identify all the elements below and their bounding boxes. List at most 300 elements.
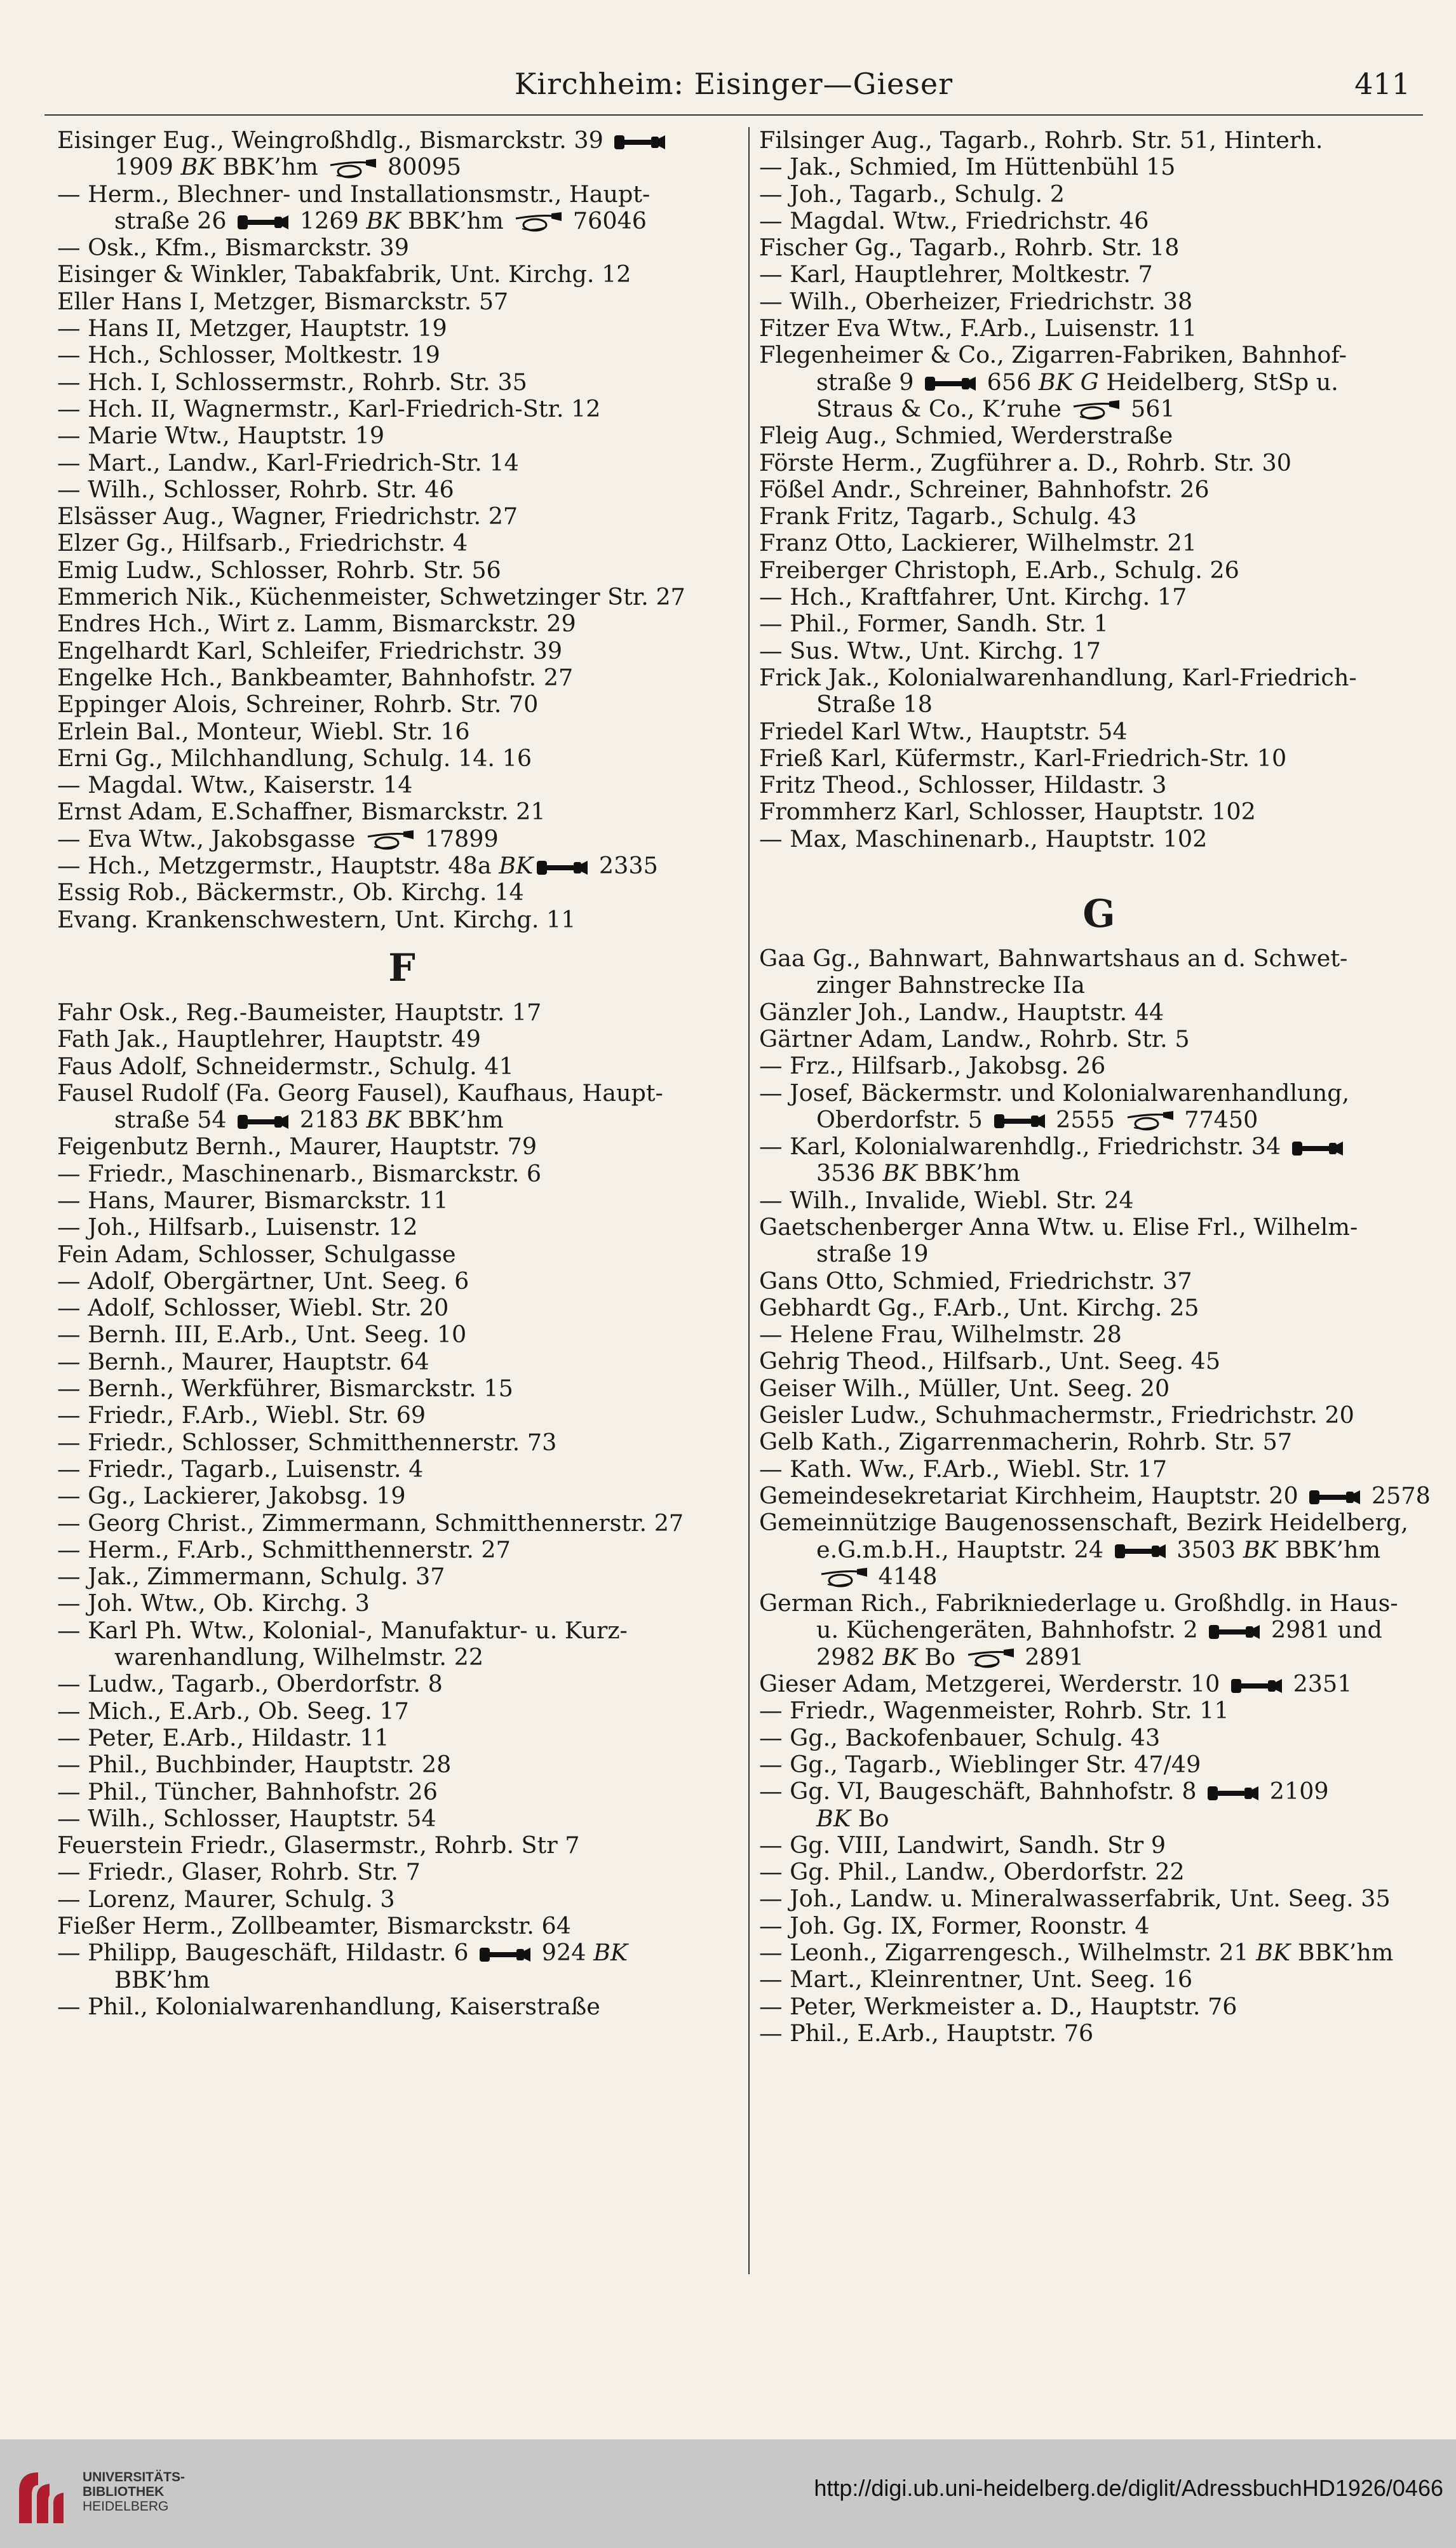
left-column (57, 127, 746, 2020)
directory-entry (759, 1402, 1439, 1429)
post-horn-icon (1071, 400, 1121, 421)
entry-line (57, 1913, 746, 1939)
entry-text: Friedel Karl Wtw., Hauptstr. 54 (759, 717, 1128, 745)
directory-entry (57, 530, 746, 556)
entry-text: Fritz Theod., Schlosser, Hildastr. 3 (759, 771, 1167, 799)
entry-line (57, 288, 746, 315)
directory-entry (57, 1590, 746, 1617)
entry-line (57, 1241, 746, 1268)
entry-line (759, 1993, 1439, 2020)
directory-entry (57, 476, 746, 503)
directory-entry (57, 1805, 746, 1832)
directory-entry (57, 1859, 746, 1885)
entry-line (759, 181, 1439, 208)
entry-line (759, 799, 1439, 825)
entry-line (759, 127, 1439, 154)
entry-text: Endres Hch., Wirt z. Lamm, Bismarckstr. 29 (57, 610, 576, 638)
entry-line (57, 1321, 746, 1348)
entry-text: Fleig Aug., Schmied, Werderstraße (759, 422, 1173, 450)
entry-text: — Hans II, Metzger, Hauptstr. 19 (57, 314, 447, 342)
italic-abbrev: BK (366, 1106, 401, 1134)
page-number: 411 (1354, 67, 1410, 101)
entry-text: Engelhardt Karl, Schleifer, Friedrichstr. 39 (57, 637, 563, 664)
entry-text: 3503 (1169, 1535, 1243, 1563)
entry-line (759, 1590, 1439, 1617)
entry-text: — Josef, Bäckermstr. und Kolonialwarenhandlung, (759, 1079, 1350, 1107)
italic-abbrev: BK (882, 1159, 917, 1187)
directory-entry (57, 1537, 746, 1563)
telephone-icon (536, 858, 589, 877)
directory-entry (759, 1080, 1439, 1134)
entry-text: — Hch., Metzgermstr., Hauptstr. 48a (57, 852, 499, 880)
entry-line (759, 1725, 1439, 1751)
directory-entry (759, 1509, 1439, 1590)
directory-entry (57, 234, 746, 261)
entry-line (759, 1295, 1439, 1321)
entry-text: Gaa Gg., Bahnwart, Bahnwartshaus an d. Schwet- (759, 945, 1348, 973)
entry-line (57, 1429, 746, 1456)
entry-continuation-line (57, 1107, 746, 1133)
entry-line (57, 422, 746, 449)
directory-entry (759, 1187, 1439, 1214)
entry-line (759, 503, 1439, 530)
telephone-icon (1208, 1622, 1261, 1641)
entry-line (57, 1026, 746, 1053)
directory-entry (759, 772, 1439, 799)
entry-text: — Joh., Landw. u. Mineralwasserfabrik, Unt. Seeg. 35 (759, 1885, 1391, 1913)
entry-text: BBK’hm (400, 1106, 504, 1134)
entry-text: — Karl, Hauptlehrer, Moltkestr. 7 (759, 260, 1153, 288)
directory-entry (57, 664, 746, 691)
entry-line (759, 1885, 1439, 1912)
entry-text: Straße 18 (816, 691, 933, 718)
entry-text: warenhandlung, Wilhelmstr. 22 (114, 1643, 484, 1671)
entry-text: — Leonh., Zigarrengesch., Wilhelmstr. 21 (759, 1939, 1257, 1966)
entry-line (759, 638, 1439, 664)
entry-continuation-line (759, 972, 1439, 999)
directory-entry (57, 261, 746, 288)
entry-text: Geiser Wilh., Müller, Unt. Seeg. 20 (759, 1374, 1170, 1402)
italic-abbrev: BK G (1038, 368, 1099, 396)
entry-text: Förste Herm., Zugführer a. D., Rohrb. Str. 30 (759, 448, 1291, 476)
entry-line (57, 718, 746, 745)
entry-text: Oberdorfstr. 5 (816, 1105, 990, 1133)
directory-entry (57, 1295, 746, 1321)
entry-text: — Joh., Tagarb., Schulg. 2 (759, 180, 1065, 208)
entry-line (759, 1697, 1439, 1724)
entry-text: — Magdal. Wtw., Friedrichstr. 46 (759, 206, 1149, 234)
entry-continuation-line (759, 369, 1439, 396)
directory-entry (57, 1187, 746, 1214)
entry-text: 2351 (1285, 1670, 1352, 1698)
entry-line (759, 1026, 1439, 1053)
entry-line (759, 826, 1439, 853)
directory-entry (759, 1939, 1439, 1966)
entry-line (759, 1778, 1439, 1805)
entry-text: — Osk., Kfm., Bismarckstr. 39 (57, 234, 409, 262)
entry-line (759, 584, 1439, 610)
entry-text: — Gg. VI, Baugeschäft, Bahnhofstr. 8 (759, 1777, 1204, 1805)
entry-line (759, 1751, 1439, 1778)
entry-line (57, 799, 746, 825)
entry-text: — Jak., Schmied, Im Hüttenbühl 15 (759, 153, 1176, 181)
entry-text: — Phil., Buchbinder, Hauptstr. 28 (57, 1751, 452, 1779)
directory-entry (57, 422, 746, 449)
directory-entry (759, 799, 1439, 825)
entry-line (759, 342, 1439, 368)
entry-text: Straus & Co., K’ruhe (816, 394, 1069, 422)
directory-entry (759, 2020, 1439, 2047)
entry-text: Fein Adam, Schlosser, Schulgasse (57, 1240, 456, 1268)
entry-line (57, 826, 746, 853)
directory-entry (57, 1913, 746, 1939)
entry-text: BBK’hm (114, 1965, 210, 1993)
entry-line (759, 1133, 1439, 1160)
directory-entry (57, 1214, 746, 1241)
entry-text: Fitzer Eva Wtw., F.Arb., Luisenstr. 11 (759, 314, 1197, 342)
entry-line (759, 1483, 1439, 1509)
entry-line (759, 450, 1439, 476)
entry-line (57, 1886, 746, 1913)
directory-entry (57, 799, 746, 825)
entry-text: — Gg. VIII, Landwirt, Sandh. Str 9 (759, 1831, 1166, 1859)
entry-text: — Karl Ph. Wtw., Kolonial-, Manufaktur- u. Kurz- (57, 1616, 628, 1644)
entry-text: Feigenbutz Bernh., Maurer, Hauptstr. 79 (57, 1133, 537, 1161)
entry-text: Frieß Karl, Küfermstr., Karl-Friedrich-Str. 10 (759, 744, 1287, 772)
post-horn-icon (513, 212, 563, 233)
directory-entry (759, 1966, 1439, 1993)
directory-entry (57, 691, 746, 718)
post-horn-icon (365, 830, 415, 851)
entry-text: Gemeinnützige Baugenossenschaft, Bezirk Heidelberg, (759, 1509, 1408, 1537)
directory-entry (759, 1348, 1439, 1375)
entry-line (759, 772, 1439, 799)
entry-text: — Eva Wtw., Jakobsgasse (57, 825, 363, 853)
entry-line (57, 1617, 746, 1644)
running-title: Kirchheim: Eisinger—Gieser (514, 67, 954, 101)
entry-line (759, 2020, 1439, 2047)
entry-text: Elsässer Aug., Wagner, Friedrichstr. 27 (57, 502, 518, 530)
entry-text: Gieser Adam, Metzgerei, Werderstr. 10 (759, 1670, 1227, 1698)
entry-text: 1909 (114, 153, 181, 181)
directory-entry (759, 261, 1439, 288)
directory-entry (57, 1080, 746, 1134)
entry-text: Fausel Rudolf (Fa. Georg Fausel), Kaufhaus, Haupt- (57, 1079, 663, 1107)
directory-entry (759, 1295, 1439, 1321)
italic-abbrev: BK (499, 852, 534, 880)
entry-text: Bo (851, 1804, 889, 1832)
entry-text: — Friedr., F.Arb., Wiebl. Str. 69 (57, 1401, 426, 1429)
entry-line (759, 1939, 1439, 1966)
directory-entry (759, 181, 1439, 208)
post-horn-icon (328, 159, 377, 179)
telephone-icon (924, 374, 977, 393)
entry-text: — Jak., Zimmermann, Schulg. 37 (57, 1563, 445, 1591)
entry-text: — Joh., Hilfsarb., Luisenstr. 12 (57, 1213, 418, 1241)
header-rule (44, 114, 1423, 116)
telephone-icon (1308, 1488, 1361, 1507)
page-header (44, 60, 1423, 111)
directory-entry (57, 369, 746, 396)
directory-entry (57, 1886, 746, 1913)
directory-entry (57, 1563, 746, 1590)
entry-text: 4148 (871, 1562, 938, 1590)
entry-line (759, 208, 1439, 234)
entry-text: — Kath. Ww., F.Arb., Wiebl. Str. 17 (759, 1455, 1168, 1483)
entry-text: — Joh. Wtw., Ob. Kirchg. 3 (57, 1589, 370, 1617)
entry-text: — Sus. Wtw., Unt. Kirchg. 17 (759, 637, 1101, 664)
directory-entry (57, 584, 746, 610)
directory-entry (759, 1697, 1439, 1724)
directory-entry (759, 127, 1439, 154)
entry-text: — Mart., Landw., Karl-Friedrich-Str. 14 (57, 448, 519, 476)
source-url[interactable]: http://digi.ub.uni-heidelberg.de/diglit/AdressbuchHD1926/0466 (814, 2475, 1443, 2501)
entry-text: 2183 (292, 1106, 367, 1134)
telephone-icon (236, 1112, 290, 1131)
entry-line (57, 1832, 746, 1859)
directory-entry (57, 1402, 746, 1429)
entry-line (759, 1268, 1439, 1295)
directory-entry (57, 1241, 746, 1268)
entry-line (57, 1510, 746, 1537)
entry-line (759, 1321, 1439, 1348)
entry-text: — Friedr., Tagarb., Luisenstr. 4 (57, 1455, 424, 1483)
post-horn-icon (1125, 1111, 1175, 1131)
entry-text: Gelb Kath., Zigarrenmacherin, Rohrb. Str. 57 (759, 1428, 1293, 1456)
directory-entry (759, 1913, 1439, 1939)
entry-line (759, 530, 1439, 556)
entry-text: Fahr Osk., Reg.-Baumeister, Hauptstr. 17 (57, 998, 542, 1026)
entry-line (759, 745, 1439, 772)
directory-entry (57, 772, 746, 799)
directory-entry (759, 1590, 1439, 1671)
directory-entry (759, 557, 1439, 584)
directory-entry (759, 1053, 1439, 1079)
entry-line (57, 476, 746, 503)
entry-text: Ernst Adam, E.Schaffner, Bismarckstr. 21 (57, 798, 546, 826)
entry-line (57, 1537, 746, 1563)
entry-line (57, 1751, 746, 1778)
telephone-icon (613, 133, 666, 152)
entry-text: — Lorenz, Maurer, Schulg. 3 (57, 1885, 395, 1913)
directory-entry (57, 450, 746, 476)
entry-text: — Gg., Tagarb., Wieblinger Str. 47/49 (759, 1750, 1201, 1778)
directory-entry (57, 1026, 746, 1053)
entry-text: 924 (534, 1939, 594, 1967)
directory-entry (759, 1885, 1439, 1912)
telephone-icon (236, 213, 290, 232)
entry-line (759, 1053, 1439, 1079)
entry-continuation-line (759, 396, 1439, 422)
directory-entry (57, 1751, 746, 1778)
entry-text: Engelke Hch., Bankbeamter, Bahnhofstr. 27 (57, 663, 574, 691)
entry-text: — Peter, E.Arb., Hildastr. 11 (57, 1723, 389, 1751)
entry-line (57, 1161, 746, 1187)
entry-text: Franz Otto, Lackierer, Wilhelmstr. 21 (759, 529, 1197, 557)
entry-line (57, 315, 746, 342)
directory-entry (57, 1698, 746, 1725)
directory-entry (57, 342, 746, 368)
directory-entry (57, 826, 746, 853)
directory-entry (57, 396, 746, 422)
entry-text: Erlein Bal., Monteur, Wiebl. Str. 16 (57, 717, 470, 745)
directory-entry (759, 1268, 1439, 1295)
entry-text: — Wilh., Schlosser, Rohrb. Str. 46 (57, 475, 454, 503)
directory-entry (759, 1859, 1439, 1885)
entry-text: 2555 (1048, 1105, 1122, 1133)
directory-entry (759, 1778, 1439, 1832)
entry-line (57, 1939, 746, 1966)
entry-text: — Phil., Tüncher, Bahnhofstr. 26 (57, 1777, 438, 1805)
entry-line (57, 1053, 746, 1080)
entry-continuation-line (57, 1967, 746, 1993)
entry-continuation-line (759, 1644, 1439, 1671)
entry-text: BBK’hm (1277, 1535, 1381, 1563)
entry-line (57, 181, 746, 208)
entry-text: — Philipp, Baugeschäft, Hildastr. 6 (57, 1939, 476, 1967)
entry-text: — Marie Wtw., Hauptstr. 19 (57, 422, 385, 450)
directory-entry (759, 234, 1439, 261)
entry-text: — Mich., E.Arb., Ob. Seeg. 17 (57, 1697, 409, 1725)
entry-line (57, 234, 746, 261)
entry-text: German Rich., Fabrikniederlage u. Großhdlg. in Haus- (759, 1589, 1398, 1617)
directory-entry (57, 557, 746, 584)
telephone-icon (478, 1945, 532, 1964)
entry-text: 80095 (380, 153, 462, 181)
entry-line (57, 691, 746, 718)
entry-line (57, 610, 746, 637)
directory-entry (759, 1375, 1439, 1402)
entry-text: — Helene Frau, Wilhelmstr. 28 (759, 1321, 1122, 1349)
entry-text: BBK’hm (917, 1159, 1020, 1187)
entry-text: 2982 (816, 1643, 883, 1671)
entry-text: — Hch., Kraftfahrer, Unt. Kirchg. 17 (759, 583, 1187, 611)
directory-entry (759, 945, 1439, 999)
directory-entry (759, 1456, 1439, 1483)
entry-text: — Gg. Phil., Landw., Oberdorfstr. 22 (759, 1858, 1185, 1886)
entry-text: straße 54 (114, 1106, 234, 1134)
entry-continuation-line (759, 1107, 1439, 1133)
entry-line (57, 557, 746, 584)
entry-text: — Phil., Kolonialwarenhandlung, Kaiserstraße (57, 1992, 600, 2020)
directory-entry (57, 181, 746, 235)
entry-line (57, 1187, 746, 1214)
directory-entry (759, 584, 1439, 610)
entry-line (57, 342, 746, 368)
entry-line (759, 1080, 1439, 1107)
entry-text: 3536 (816, 1159, 883, 1187)
directory-entry (759, 1671, 1439, 1697)
entry-text: Evang. Krankenschwestern, Unt. Kirchg. 11 (57, 905, 576, 933)
entry-text: Gänzler Joh., Landw., Hauptstr. 44 (759, 998, 1164, 1026)
directory-entry (759, 1026, 1439, 1053)
entry-text: straße 26 (114, 206, 234, 234)
section-letter: F (388, 945, 415, 990)
directory-entry (759, 1993, 1439, 2020)
directory-entry (759, 288, 1439, 315)
entry-text: 561 (1123, 394, 1175, 422)
entry-line (57, 1268, 746, 1295)
footer-bar (0, 2439, 1456, 2548)
entry-text: e.G.m.b.H., Hauptstr. 24 (816, 1535, 1111, 1563)
entry-line (759, 154, 1439, 180)
directory-entry (759, 745, 1439, 772)
entry-text: zinger Bahnstrecke IIa (816, 971, 1085, 999)
entry-continuation-line (57, 154, 746, 180)
directory-entry (57, 610, 746, 637)
entry-line (57, 1456, 746, 1483)
entry-text: — Peter, Werkmeister a. D., Hauptstr. 76 (759, 1992, 1237, 2020)
entry-text: — Bernh., Werkführer, Bismarckstr. 15 (57, 1375, 513, 1403)
entry-text: — Phil., E.Arb., Hauptstr. 76 (759, 2019, 1094, 2047)
entry-text: Erni Gg., Milchhandlung, Schulg. 14. 16 (57, 744, 532, 772)
entry-text: Eller Hans I, Metzger, Bismarckstr. 57 (57, 287, 509, 315)
entry-line (759, 664, 1439, 691)
entry-line (57, 1698, 746, 1725)
entry-line (57, 369, 746, 396)
entry-line (57, 772, 746, 799)
entry-line (759, 999, 1439, 1026)
entry-text: — Magdal. Wtw., Kaiserstr. 14 (57, 771, 413, 799)
entry-text: BBK’hm (215, 153, 326, 181)
entry-text: Gaetschenberger Anna Wtw. u. Elise Frl., Wilhelm- (759, 1213, 1358, 1241)
entry-line (759, 610, 1439, 637)
entry-line (759, 557, 1439, 584)
entry-text: 2109 (1262, 1777, 1329, 1805)
entry-line (57, 1080, 746, 1107)
directory-entry (57, 1483, 746, 1509)
directory-entry (57, 1939, 746, 1993)
entry-line (57, 1590, 746, 1617)
directory-entry (57, 1617, 746, 1671)
entry-text: — Frz., Hilfsarb., Jakobsg. 26 (759, 1052, 1106, 1080)
entry-text: Essig Rob., Bäckermstr., Ob. Kirchg. 14 (57, 879, 524, 907)
section-letter: G (1082, 892, 1116, 937)
entry-text: Frommherz Karl, Schlosser, Hauptstr. 102 (759, 798, 1256, 826)
entry-text: — Max, Maschinenarb., Hauptstr. 102 (759, 825, 1208, 853)
directory-entry (759, 1133, 1439, 1187)
directory-entry (759, 638, 1439, 664)
entry-text: Filsinger Aug., Tagarb., Rohrb. Str. 51, Hinterh. (759, 126, 1323, 154)
entry-text: 76046 (565, 206, 647, 234)
directory-entry (759, 208, 1439, 234)
entry-text: Frank Fritz, Tagarb., Schulg. 43 (759, 502, 1137, 530)
entry-line (759, 1214, 1439, 1241)
entry-line (57, 638, 746, 664)
entry-line (57, 1779, 746, 1805)
entry-line (759, 234, 1439, 261)
entry-text: — Joh. Gg. IX, Former, Roonstr. 4 (759, 1911, 1150, 1939)
entry-text: BBK’hm (400, 206, 511, 234)
directory-entry (57, 1456, 746, 1483)
entry-text: Faus Adolf, Schneidermstr., Schulg. 41 (57, 1052, 514, 1080)
post-horn-icon (819, 1568, 868, 1588)
italic-abbrev: BK (180, 153, 215, 181)
entry-text: Freiberger Christoph, E.Arb., Schulg. 26 (759, 556, 1239, 584)
entry-text: Elzer Gg., Hilfsarb., Friedrichstr. 4 (57, 529, 468, 557)
entry-line (57, 1859, 746, 1885)
entry-line (57, 584, 746, 610)
directory-entry (759, 422, 1439, 449)
entry-line (759, 1832, 1439, 1859)
entry-text: Eisinger Eug., Weingroßhdlg., Bismarckstr. 39 (57, 126, 611, 154)
entry-line (57, 261, 746, 288)
directory-entry (57, 745, 746, 772)
entry-line (57, 450, 746, 476)
entry-line (57, 530, 746, 556)
telephone-icon (1206, 1784, 1260, 1803)
entry-text: 1269 (292, 206, 367, 234)
